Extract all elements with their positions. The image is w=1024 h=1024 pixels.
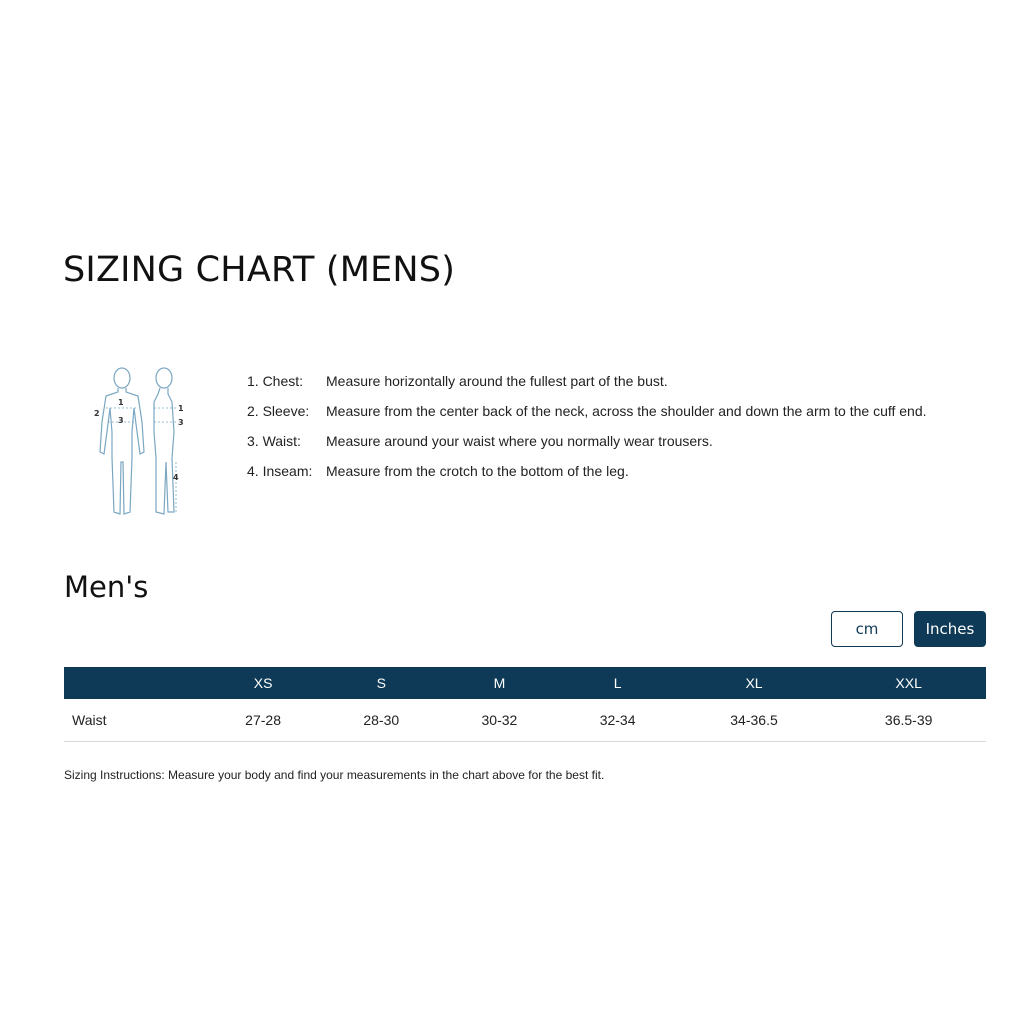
table-cell: 34-36.5 <box>677 699 832 742</box>
table-header-cell: L <box>559 667 677 699</box>
body-measurement-figure-icon <box>88 362 198 522</box>
sizing-footnote: Sizing Instructions: Measure your body and find your measurements in the chart above for the best fit. <box>64 768 605 782</box>
table-cell: 30-32 <box>440 699 558 742</box>
instruction-waist <box>247 430 947 452</box>
instruction-term: 3. Waist: <box>247 433 301 449</box>
table-cell: 27-28 <box>204 699 322 742</box>
table-header-cell: M <box>440 667 558 699</box>
instruction-sleeve <box>247 400 947 422</box>
figure-label: 1 <box>118 398 124 407</box>
table-cell: 32-34 <box>559 699 677 742</box>
instruction-term: 2. Sleeve: <box>247 403 310 419</box>
table-header-cell: XXL <box>831 667 986 699</box>
figure-label: 1 <box>178 404 184 413</box>
table-header-cell: XS <box>204 667 322 699</box>
section-title: Men's <box>64 570 149 604</box>
instruction-desc: Measure horizontally around the fullest part of the bust. <box>326 373 668 389</box>
table-row-label: Waist <box>64 699 204 742</box>
table-header-cell: XL <box>677 667 832 699</box>
table-header-cell: S <box>322 667 440 699</box>
table-cell: 36.5-39 <box>831 699 986 742</box>
instruction-desc: Measure from the crotch to the bottom of the leg. <box>326 463 629 479</box>
table-header-cell <box>64 667 204 699</box>
instruction-chest <box>247 370 947 392</box>
unit-inches-button[interactable]: Inches <box>914 611 986 647</box>
table-cell: 28-30 <box>322 699 440 742</box>
figure-label: 4 <box>173 473 179 482</box>
instruction-desc: Measure from the center back of the neck, across the shoulder and down the arm to the cuff end. <box>326 403 927 419</box>
instruction-term: 4. Inseam: <box>247 463 313 479</box>
page-title: SIZING CHART (MENS) <box>63 250 456 290</box>
table-row <box>64 699 986 742</box>
figure-label: 3 <box>178 418 184 427</box>
instruction-term: 1. Chest: <box>247 373 304 389</box>
instruction-inseam <box>247 460 947 482</box>
unit-cm-button[interactable]: cm <box>831 611 903 647</box>
measurement-instructions <box>247 370 947 490</box>
figure-label: 3 <box>118 416 124 425</box>
instruction-desc: Measure around your waist where you normally wear trousers. <box>326 433 713 449</box>
table-header-row <box>64 667 986 699</box>
size-table <box>64 667 986 742</box>
figure-label: 2 <box>94 409 100 418</box>
